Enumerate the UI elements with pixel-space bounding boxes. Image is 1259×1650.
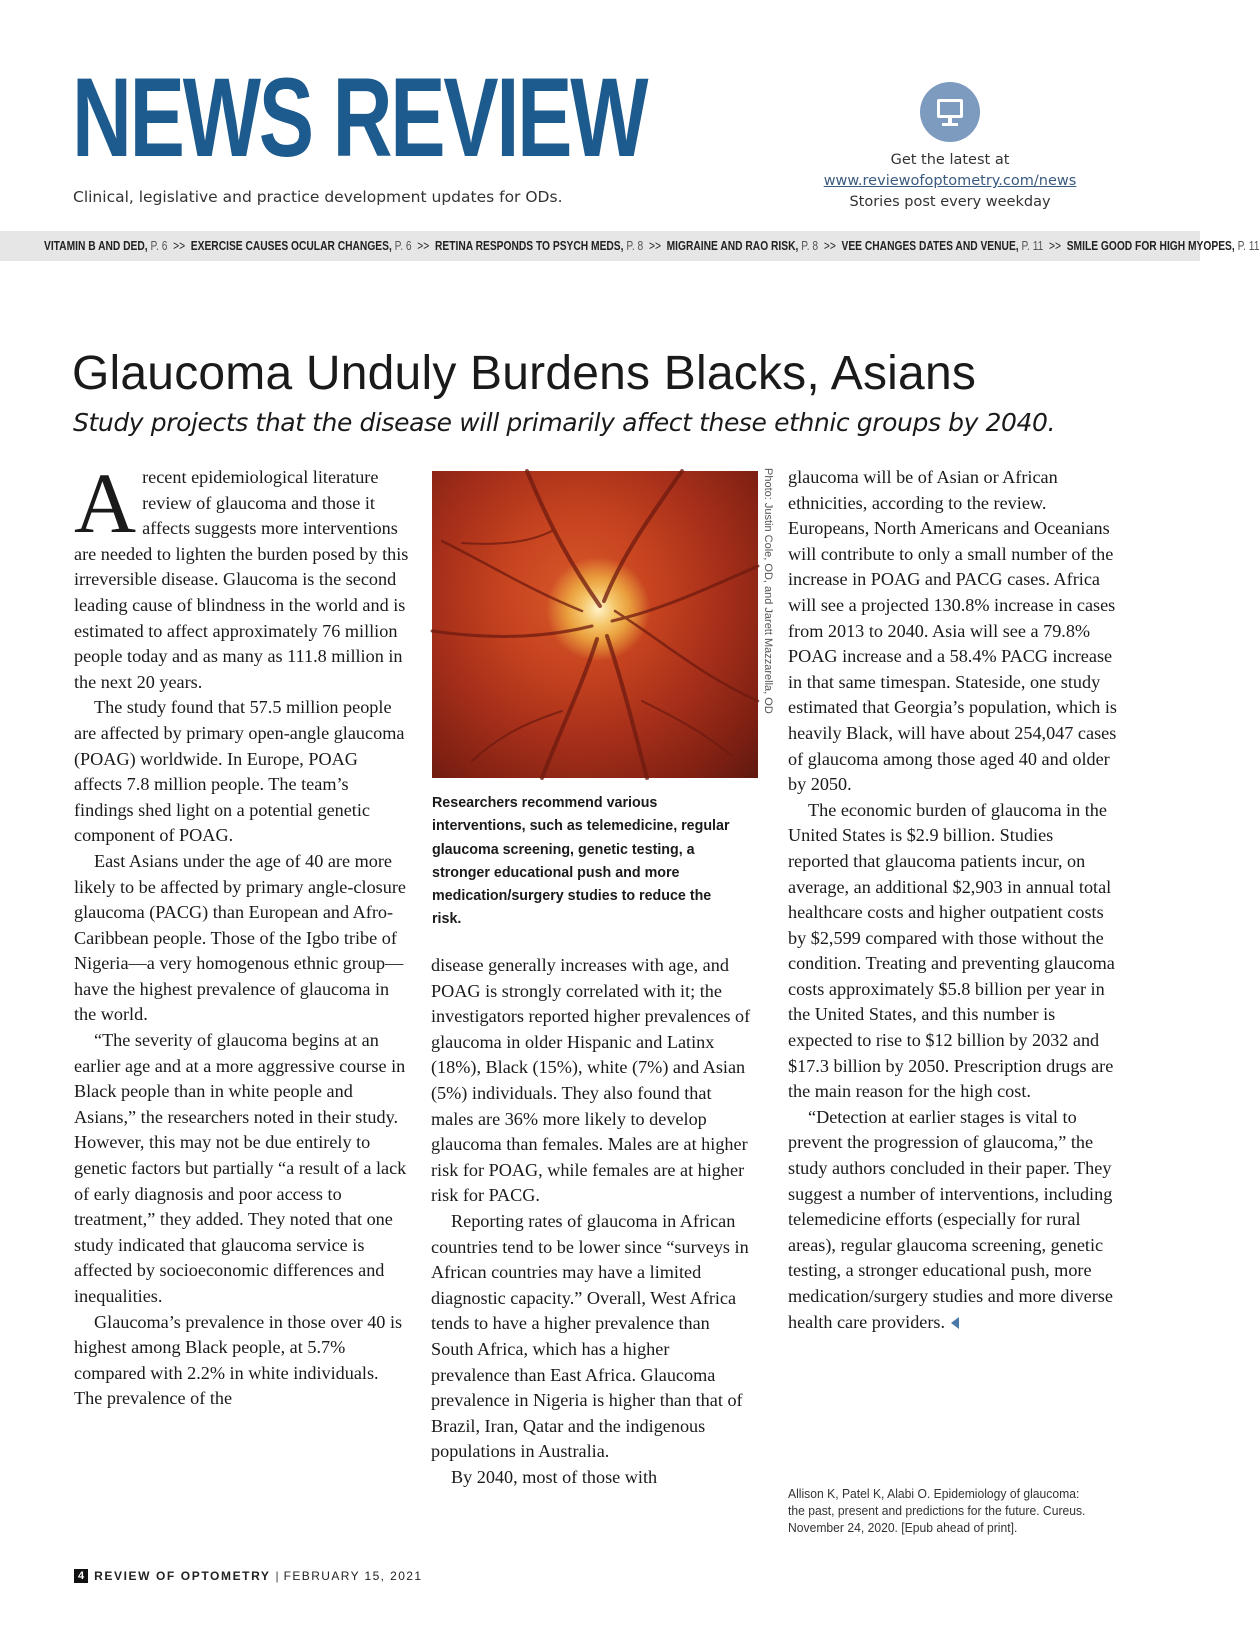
web-promo [810, 82, 1090, 213]
page-footer [74, 1569, 422, 1583]
body-paragraph: The economic burden of glaucoma in the United States is $2.9 billion. Studies reported that glaucoma patients incur, on average, an additional $2,903 in annual total healthcare costs and higher outpatient costs by $2,599 compared with those without the condition. Treating and preventing glaucoma costs approximately $5.8 billion per year in the United States, and this number is expected to rise to $12 billion by 2032 and $17.3 billion by 2050. Prescription drugs are the main reason for the high cost. [788, 799, 1115, 1102]
optic-nerve-photo [432, 471, 758, 778]
article-headline: Glaucoma Unduly Burdens Blacks, Asians [72, 347, 977, 400]
body-paragraph: “The severity of glaucoma begins at an earlier age and at a more aggressive course in Black people than in white people and Asians,” the researchers noted in their study. However, this may not be due entirely to genetic factors but partially “a result of a lack of early diagnosis and poor access to treatment,” they added. They noted that one study indicated that glaucoma service is affected by socioeconomic differences and inequalities. [74, 1030, 407, 1306]
body-paragraph: The study found that 57.5 million people are affected by primary open-angle glaucoma (POAG) worldwide. In Europe, POAG affects 7.8 million people. The team’s findings shed light on a potential genetic component of POAG. [74, 697, 405, 846]
publication-name: REVIEW OF OPTOMETRY [94, 1569, 271, 1583]
teaser-item[interactable]: EXERCISE CAUSES OCULAR CHANGES, P. 6 [190, 239, 412, 253]
body-paragraph: By 2040, most of those with [451, 1466, 658, 1487]
teaser-separator: >> [818, 239, 842, 253]
teaser-item[interactable]: VITAMIN B AND DED, P. 6 [44, 239, 168, 253]
footer-separator: | [275, 1569, 279, 1583]
article-column-1 [74, 455, 409, 1412]
photo-caption: Researchers recommend various interventions, such as telemedicine, regular glaucoma screening, genetic testing, a stronger educational push and more medication/surgery studies to reduce the risk. [432, 794, 730, 928]
masthead-title: NEWS REVIEW [72, 55, 647, 180]
article-column-2 [431, 953, 751, 1490]
body-paragraph: “Detection at earlier stages is vital to prevent the progression of glaucoma,” the study authors concluded in their paper. They suggest a number of interventions, including telemedicine efforts (especially for rural areas), regular glaucoma screening, genetic testing, a stronger educational push, more medication/surgery studies and more diverse health care providers. [788, 1106, 1113, 1332]
page-number: 4 [74, 1569, 88, 1583]
computer-monitor-icon [920, 82, 980, 142]
promo-line-1: Get the latest at [890, 152, 1010, 168]
end-mark-icon [951, 1317, 959, 1329]
body-paragraph: disease generally increases with age, and POAG is strongly correlated with it; the investigators reported higher prevalences of glaucoma in older Hispanic and Latinx (18%), Black (15%), white (7%) and Asian (5%) individuals. They also found that males are 36% more likely to develop glaucoma than females. Males are at higher risk for POAG, while females are at higher risk for PACG. [431, 955, 751, 1206]
body-paragraph: glaucoma will be of Asian or African ethnicities, according to the review. Europeans, North Americans and Oceanians will contribute to only a small number of the increase in POAG and PACG cases. Africa will see a projected 130.8% increase in cases from 2013 to 2040. Asia will see a 79.8% POAG increase and a 58.4% PACG increase in that same timespan. Stateside, one study estimated that Georgia’s population, which is heavily Black, will have about 254,047 cases of glaucoma among those aged 40 and older by 2050. [788, 467, 1117, 795]
body-paragraph: Glaucoma’s prevalence in those over 40 is highest among Black people, at 5.7% compared with 2.2% in white individuals. The prevalence of the [74, 1311, 403, 1409]
drop-cap: A [74, 455, 137, 551]
body-paragraph: Arecent epidemiological literature review of glaucoma and those it affects suggests more interventions are needed to lighten the burden posed by this irreversible disease. Glaucoma is the second leading cause of blindness in the world and is estimated to affect approximately 76 million people today and as many as 111.8 million in the next 20 years. [74, 455, 409, 692]
photo-credit: Photo: Justin Cole, OD, and Jarett Mazzarella, OD [762, 468, 774, 714]
teaser-item[interactable]: VEE CHANGES DATES AND VENUE, P. 11 [841, 239, 1044, 253]
body-paragraph: Reporting rates of glaucoma in African countries tend to be lower since “surveys in African countries may have a limited diagnostic capacity.” Overall, West Africa tends to have a higher prevalence than South Africa, which has a higher prevalence than East Africa. Glaucoma prevalence in Nigeria is higher than that of Brazil, Iran, Qatar and the indigenous populations in Australia. [431, 1210, 749, 1462]
body-paragraph: East Asians under the age of 40 are more likely to be affected by primary angle-closure glaucoma (PACG) than European and Afro-Caribbean people. Those of the Igbo tribe of Nigeria—a very homogenous ethnic group—have the highest prevalence of glaucoma in the world. [74, 850, 406, 1025]
teaser-separator: >> [1043, 239, 1067, 253]
article-deck: Study projects that the disease will primarily affect these ethnic groups by 2040. [73, 408, 1056, 437]
teaser-item[interactable]: SMILE GOOD FOR HIGH MYOPES, P. 11 [1066, 239, 1259, 253]
reference-citation: Allison K, Patel K, Alabi O. Epidemiology of glaucoma: the past, present and predictions for the future. Cureus. November 24, 2020. [Epub ahead of print]. [788, 1486, 1086, 1535]
teaser-bar [0, 231, 1259, 261]
teaser-separator: >> [411, 239, 435, 253]
teaser-separator: >> [167, 239, 191, 253]
teaser-separator: >> [643, 239, 667, 253]
teaser-item[interactable]: MIGRAINE AND RAO RISK, P. 8 [666, 239, 819, 253]
masthead-subtitle: Clinical, legislative and practice development updates for ODs. [73, 188, 563, 206]
teaser-item[interactable]: RETINA RESPONDS TO PSYCH MEDS, P. 8 [434, 239, 644, 253]
news-url-link[interactable]: www.reviewofoptometry.com/news [823, 173, 1077, 189]
article-column-3 [788, 465, 1118, 1335]
issue-date: FEBRUARY 15, 2021 [283, 1569, 423, 1583]
promo-line-3: Stories post every weekday [849, 194, 1051, 210]
teaser-strip [44, 239, 1259, 253]
